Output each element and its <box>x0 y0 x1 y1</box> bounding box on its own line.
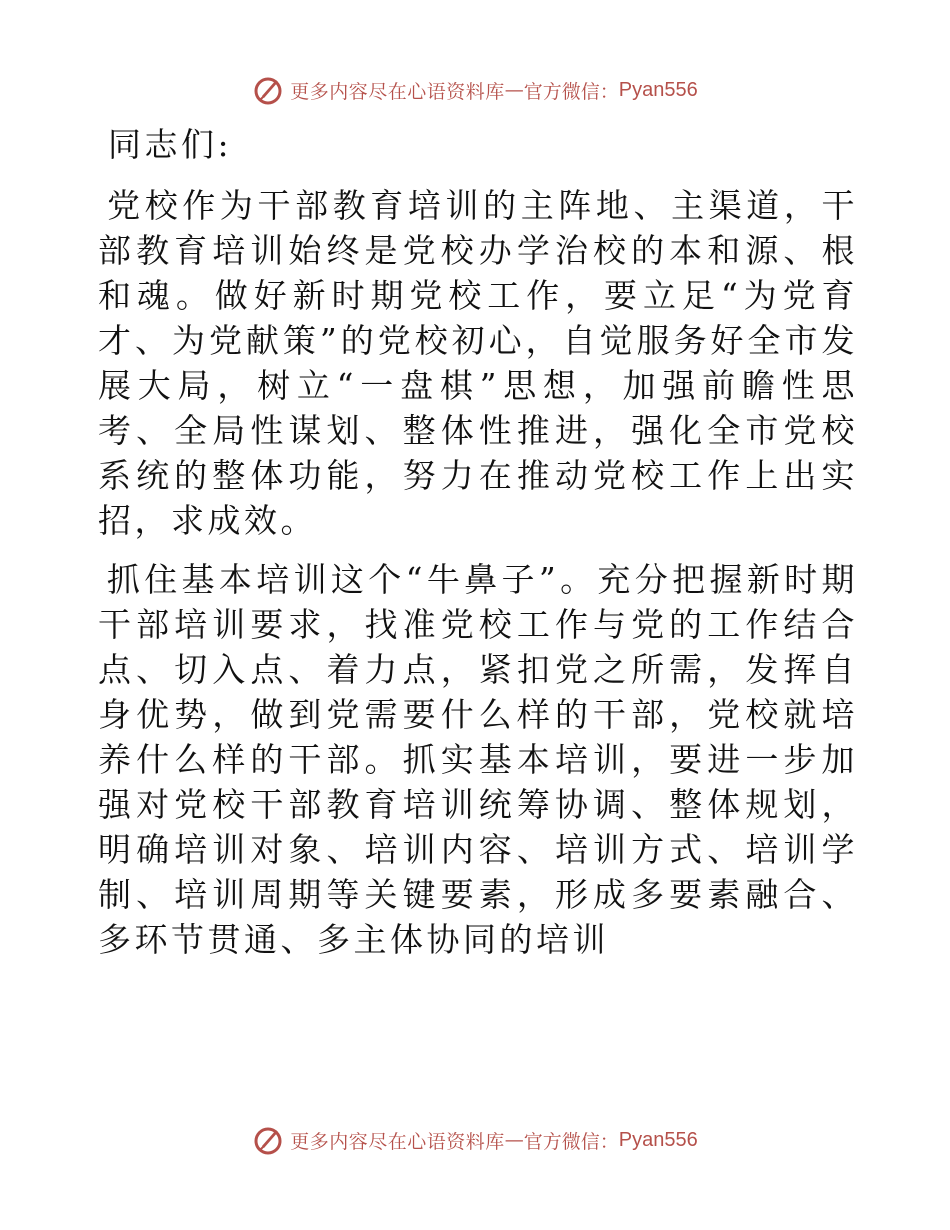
salutation: 同志们: <box>108 125 233 164</box>
banner-wechat-id: Pyan556 <box>618 1128 698 1151</box>
document-body <box>98 122 858 976</box>
quill-logo-icon <box>252 74 284 106</box>
footer-watermark-banner <box>0 1122 950 1158</box>
banner-text: 更多内容尽在心语资料库 <box>290 1130 505 1153</box>
banner-wechat-label: 官方微信： <box>523 1130 619 1153</box>
paragraph-2 <box>98 557 858 962</box>
banner-separator: — <box>504 1129 524 1151</box>
banner-text: 更多内容尽在心语资料库 <box>290 80 505 103</box>
paragraph-2-text: 抓住基本培训这个“牛鼻子”。充分把握新时期干部培训要求，找准党校工作与党的工作结合点、切入点、着力点，紧扣党之所需，发挥自身优势，做到党需要什么样的干部，党校就培养什么样的干部。抓实基本培训，要进一步加强对党校干部教育培训统筹协调、整体规划，明确培训对象、培训内容、培训方式、培训学制、培训周期等关键要素，形成多要素融合、多环节贯通、多主体协同的培训 <box>98 560 858 959</box>
header-watermark-banner <box>0 72 950 108</box>
paragraph-1 <box>98 183 858 543</box>
paragraph-1-text: 党校作为干部教育培训的主阵地、主渠道，干部教育培训始终是党校办学治校的本和源、根和魂。做好新时期党校工作，要立足“为党育才、为党献策”的党校初心，自觉服务好全市发展大局，树立“一盘棋”思想，加强前瞻性思考、全局性谋划、整体性推进，强化全市党校系统的整体功能，努力在推动党校工作上出实招，求成效。 <box>98 186 858 540</box>
banner-wechat-id: Pyan556 <box>618 78 698 101</box>
quill-logo-icon <box>252 1124 284 1156</box>
banner-separator: — <box>504 79 524 101</box>
banner-wechat-label: 官方微信： <box>523 80 619 103</box>
